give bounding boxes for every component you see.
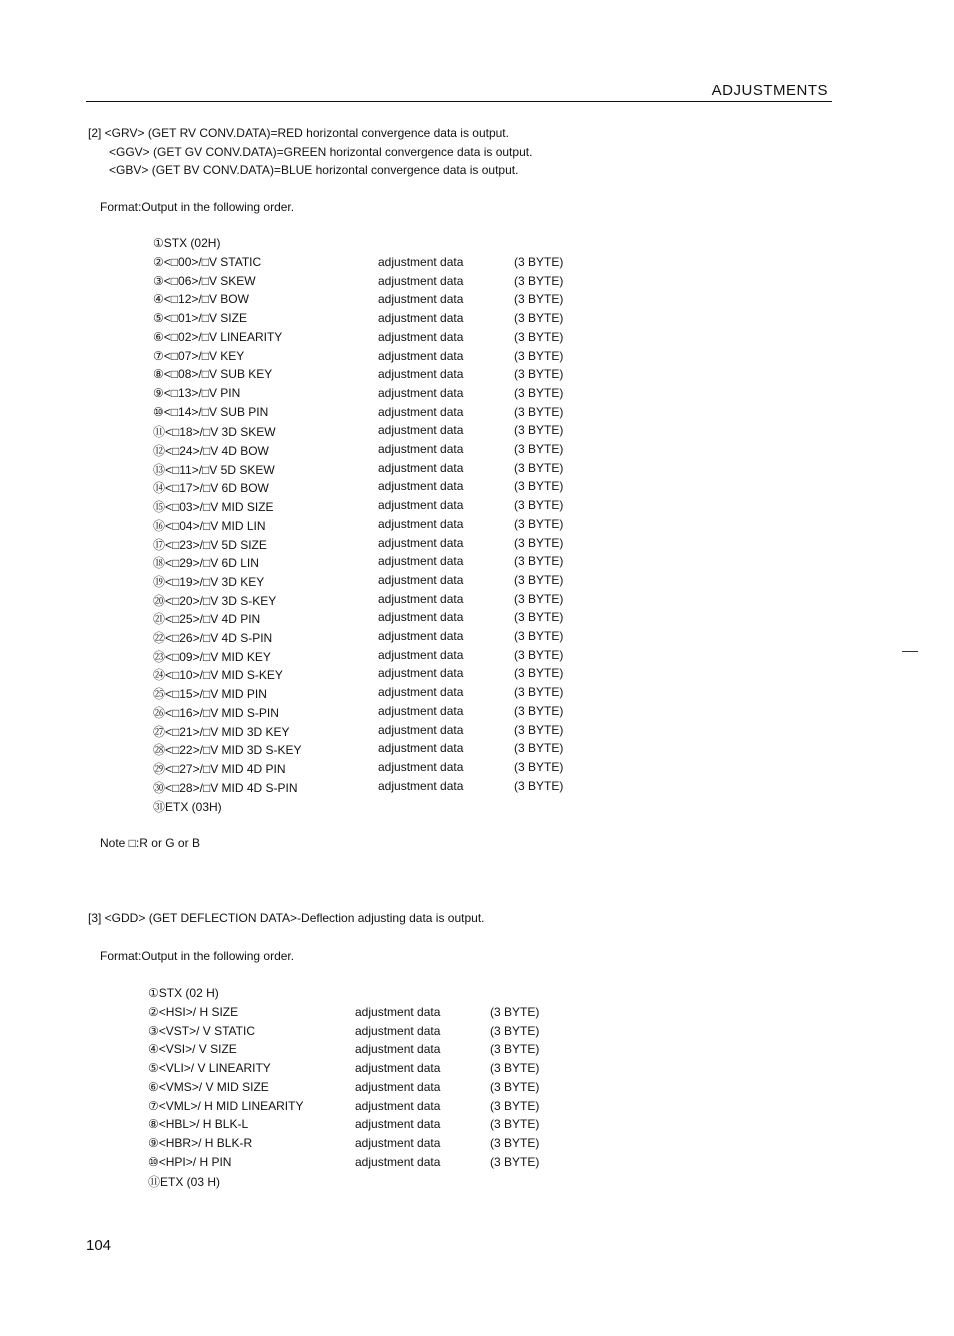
row-item: ⑥<□02>/□V LINEARITY [153, 329, 283, 344]
section-2-intro-line: <GGV> (GET GV CONV.DATA)=GREEN horizontal convergence data is output. [109, 145, 533, 159]
table-row [0, 367, 954, 385]
header-rule [86, 101, 832, 102]
row-size: (3 BYTE) [514, 554, 564, 569]
table-row [0, 1099, 954, 1117]
row-size: (3 BYTE) [514, 629, 564, 643]
row-size: (3 BYTE) [490, 1117, 540, 1132]
table-row [0, 255, 954, 273]
row-item: ③<VST>/ V STATIC [148, 1023, 256, 1038]
table-row [0, 1061, 954, 1079]
row-data: adjustment data [378, 255, 464, 269]
row-item: ⑯<□04>/□V MID LIN [153, 518, 266, 533]
row-item: ⑲<□19>/□V 3D KEY [153, 574, 265, 589]
row-data: adjustment data [378, 629, 464, 643]
row-data: adjustment data [378, 535, 464, 550]
row-size: (3 BYTE) [490, 1154, 540, 1169]
table-row [0, 1080, 954, 1098]
row-item: ⑳<□20>/□V 3D S-KEY [153, 593, 277, 608]
row-size: (3 BYTE) [514, 647, 564, 662]
row-data: adjustment data [378, 311, 464, 326]
row-size: (3 BYTE) [514, 778, 564, 793]
row-data: adjustment data [378, 741, 464, 756]
row-data: adjustment data [378, 610, 464, 625]
row-item: ⑧<HBL>/ H BLK-L [148, 1117, 249, 1132]
table-row [0, 1155, 954, 1173]
table-row [0, 442, 954, 460]
table-row [0, 741, 954, 759]
row-data: adjustment data [355, 1117, 441, 1132]
row-size: (3 BYTE) [514, 759, 564, 774]
row-data: adjustment data [378, 591, 464, 606]
row-item: ④<□12>/□V BOW [153, 292, 249, 307]
section-3-stx: ①STX (02 H) [148, 986, 219, 1000]
row-size: (3 BYTE) [514, 404, 564, 419]
row-item: ③<□06>/□V SKEW [153, 273, 256, 288]
section-2-format: Format:Output in the following order. [100, 200, 295, 214]
row-data: adjustment data [378, 385, 464, 400]
table-row [0, 1005, 954, 1023]
row-size: (3 BYTE) [514, 423, 564, 438]
row-item: ⑰<□23>/□V 5D SIZE [153, 537, 267, 552]
table-row [0, 349, 954, 367]
row-item: ㉕<□15>/□V MID PIN [153, 687, 267, 702]
table-row [0, 648, 954, 666]
row-data: adjustment data [355, 1005, 441, 1019]
row-data: adjustment data [378, 685, 464, 700]
row-item: ⑨<HBR>/ H BLK-R [148, 1135, 253, 1150]
table-row [0, 760, 954, 778]
table-row [0, 479, 954, 497]
row-size: (3 BYTE) [514, 591, 564, 606]
section-3-etx: ⑪ETX (03 H) [148, 1175, 221, 1189]
row-size: (3 BYTE) [514, 255, 564, 269]
row-size: (3 BYTE) [514, 273, 564, 288]
row-size: (3 BYTE) [514, 329, 564, 344]
row-item: ㉑<□25>/□V 4D PIN [153, 612, 261, 627]
row-item: ⑤<□01>/□V SIZE [153, 311, 247, 326]
table-row [0, 536, 954, 554]
table-row [0, 666, 954, 684]
row-data: adjustment data [378, 273, 464, 288]
section-2-intro-line: [2] <GRV> (GET RV CONV.DATA)=RED horizontal convergence data is output. [88, 126, 509, 140]
row-item: ④<VSI>/ V SIZE [148, 1042, 237, 1057]
row-size: (3 BYTE) [490, 1079, 540, 1094]
row-size: (3 BYTE) [514, 385, 564, 400]
row-item: ㉙<□27>/□V MID 4D PIN [153, 761, 286, 776]
page-header-title: ADJUSTMENTS [711, 82, 828, 99]
row-item: ②<□00>/□V STATIC [153, 255, 262, 269]
table-row [0, 386, 954, 404]
row-size: (3 BYTE) [514, 348, 564, 363]
row-item: ㉘<□22>/□V MID 3D S-KEY [153, 743, 302, 758]
row-item: ⑩<HPI>/ H PIN [148, 1154, 232, 1169]
row-size: (3 BYTE) [514, 479, 564, 494]
section-3-intro: [3] <GDD> (GET DEFLECTION DATA>-Deflection adjusting data is output. [88, 911, 485, 925]
row-data: adjustment data [378, 554, 464, 569]
row-data: adjustment data [378, 703, 464, 718]
row-data: adjustment data [378, 759, 464, 774]
table-row [0, 629, 954, 647]
row-size: (3 BYTE) [490, 1098, 540, 1113]
row-size: (3 BYTE) [490, 1135, 540, 1150]
row-data: adjustment data [378, 666, 464, 681]
row-data: adjustment data [378, 778, 464, 793]
row-item: ⑬<□11>/□V 5D SKEW [153, 462, 275, 477]
row-item: ⑦<VML>/ H MID LINEARITY [148, 1098, 304, 1113]
row-size: (3 BYTE) [514, 703, 564, 718]
row-data: adjustment data [378, 516, 464, 531]
row-item: ㉔<□10>/□V MID S-KEY [153, 668, 283, 683]
row-item: ㉖<□16>/□V MID S-PIN [153, 705, 279, 720]
table-row [0, 423, 954, 441]
row-item: ㉗<□21>/□V MID 3D KEY [153, 724, 290, 739]
row-data: adjustment data [378, 404, 464, 419]
table-row [0, 311, 954, 329]
row-size: (3 BYTE) [490, 1005, 540, 1019]
row-size: (3 BYTE) [514, 722, 564, 737]
row-item: ⑱<□29>/□V 6D LIN [153, 556, 259, 571]
section-2-stx: ①STX (02H) [153, 236, 221, 250]
row-data: adjustment data [378, 367, 464, 382]
table-row [0, 610, 954, 628]
row-item: ⑥<VMS>/ V MID SIZE [148, 1079, 269, 1094]
row-data: adjustment data [355, 1042, 441, 1057]
table-row [0, 1042, 954, 1060]
row-size: (3 BYTE) [514, 741, 564, 756]
section-2-intro-line: <GBV> (GET BV CONV.DATA)=BLUE horizontal convergence data is output. [109, 163, 519, 177]
row-data: adjustment data [378, 292, 464, 307]
row-data: adjustment data [378, 722, 464, 737]
row-item: ⑦<□07>/□V KEY [153, 348, 245, 363]
table-row [0, 1136, 954, 1154]
row-data: adjustment data [355, 1079, 441, 1094]
row-data: adjustment data [378, 647, 464, 662]
row-size: (3 BYTE) [514, 535, 564, 550]
page-number: 104 [86, 1237, 112, 1254]
table-row [0, 592, 954, 610]
row-data: adjustment data [355, 1098, 441, 1113]
section-2-etx: ㉛ETX (03H) [153, 800, 222, 814]
table-row [0, 723, 954, 741]
row-size: (3 BYTE) [490, 1061, 540, 1076]
row-data: adjustment data [378, 498, 464, 513]
row-item: ②<HSI>/ H SIZE [148, 1005, 239, 1019]
row-item: ⑪<□18>/□V 3D SKEW [153, 425, 276, 440]
table-row [0, 461, 954, 479]
row-item: ⑮<□03>/□V MID SIZE [153, 500, 274, 515]
row-size: (3 BYTE) [514, 367, 564, 382]
row-size: (3 BYTE) [514, 460, 564, 475]
table-row [0, 1024, 954, 1042]
row-data: adjustment data [378, 442, 464, 456]
table-row [0, 330, 954, 348]
row-item: ⑤<VLI>/ V LINEARITY [148, 1061, 271, 1076]
row-size: (3 BYTE) [514, 572, 564, 587]
row-size: (3 BYTE) [514, 442, 564, 456]
row-data: adjustment data [378, 329, 464, 344]
table-row [0, 554, 954, 572]
row-data: adjustment data [378, 460, 464, 475]
row-size: (3 BYTE) [514, 498, 564, 513]
row-item: ㉓<□09>/□V MID KEY [153, 649, 271, 664]
table-row [0, 517, 954, 535]
row-size: (3 BYTE) [514, 685, 564, 700]
row-data: adjustment data [355, 1135, 441, 1150]
row-item: ⑨<□13>/□V PIN [153, 385, 241, 400]
table-row [0, 779, 954, 797]
row-item: ⑫<□24>/□V 4D BOW [153, 444, 269, 458]
row-data: adjustment data [355, 1154, 441, 1169]
row-data: adjustment data [378, 572, 464, 587]
table-row [0, 704, 954, 722]
row-item: ⑧<□08>/□V SUB KEY [153, 367, 273, 382]
row-data: adjustment data [355, 1061, 441, 1076]
table-row [0, 573, 954, 591]
row-size: (3 BYTE) [514, 610, 564, 625]
row-size: (3 BYTE) [490, 1042, 540, 1057]
section-2-note: Note □:R or G or B [100, 836, 200, 850]
row-data: adjustment data [378, 479, 464, 494]
row-item: ㉚<□28>/□V MID 4D S-PIN [153, 780, 298, 795]
table-row [0, 1117, 954, 1135]
row-item: ⑩<□14>/□V SUB PIN [153, 404, 269, 419]
row-data: adjustment data [355, 1023, 441, 1038]
row-size: (3 BYTE) [490, 1023, 540, 1038]
table-row [0, 685, 954, 703]
row-size: (3 BYTE) [514, 292, 564, 307]
row-item: ㉒<□26>/□V 4D S-PIN [153, 631, 273, 645]
row-size: (3 BYTE) [514, 666, 564, 681]
table-row [0, 292, 954, 310]
row-data: adjustment data [378, 348, 464, 363]
row-size: (3 BYTE) [514, 516, 564, 531]
row-size: (3 BYTE) [514, 311, 564, 326]
table-row [0, 498, 954, 516]
table-row [0, 274, 954, 292]
section-3-format: Format:Output in the following order. [100, 949, 295, 963]
row-data: adjustment data [378, 423, 464, 438]
row-item: ⑭<□17>/□V 6D BOW [153, 481, 269, 496]
table-row [0, 405, 954, 423]
